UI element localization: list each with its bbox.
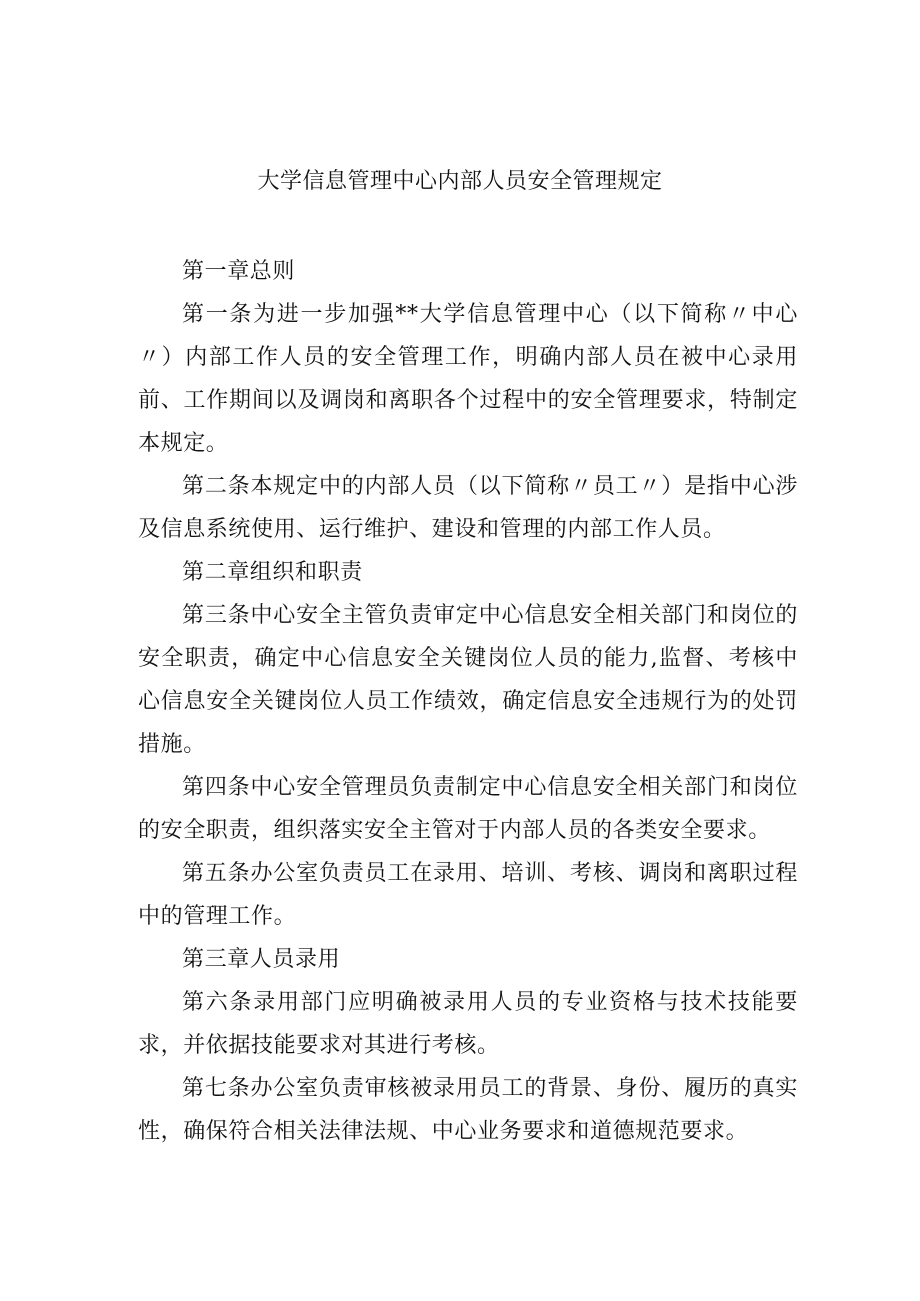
chapter-heading: 第一章总则 bbox=[182, 259, 296, 284]
article-paragraph: 第一条为进一步加强**大学信息管理中心（以下简称〃中心〃）内部工作人员的安全管理工作，明确内部人员在被中心录用前、工作期间以及调岗和离职各个过程中的安全管理要求，特制定本规定。 bbox=[138, 302, 798, 456]
article-paragraph: 第四条中心安全管理员负责制定中心信息安全相关部门和岗位的安全职责，组织落实安全主管对于内部人员的各类安全要求。 bbox=[138, 775, 798, 843]
article-paragraph: 第七条办公室负责审核被录用员工的背景、身份、履历的真实性，确保符合相关法律法规、中心业务要求和道德规范要求。 bbox=[138, 1076, 798, 1144]
chapter-heading: 第三章人员录用 bbox=[182, 947, 341, 972]
article-paragraph: 第五条办公室负责员工在录用、培训、考核、调岗和离职过程中的管理工作。 bbox=[138, 861, 798, 929]
document-body bbox=[138, 250, 798, 1153]
article-paragraph: 第六条录用部门应明确被录用人员的专业资格与技术技能要求，并依据技能要求对其进行考核。 bbox=[138, 990, 798, 1058]
document-title: 大学信息管理中心内部人员安全管理规定 bbox=[257, 169, 663, 194]
article-paragraph: 第二条本规定中的内部人员（以下简称〃员工〃）是指中心涉及信息系统使用、运行维护、建设和管理的内部工作人员。 bbox=[138, 474, 798, 542]
article-paragraph: 第三条中心安全主管负责审定中心信息安全相关部门和岗位的安全职责，确定中心信息安全关键岗位人员的能力,监督、考核中心信息安全关键岗位人员工作绩效，确定信息安全违规行为的处罚措施。 bbox=[138, 603, 798, 757]
chapter-heading: 第二章组织和职责 bbox=[182, 560, 363, 585]
